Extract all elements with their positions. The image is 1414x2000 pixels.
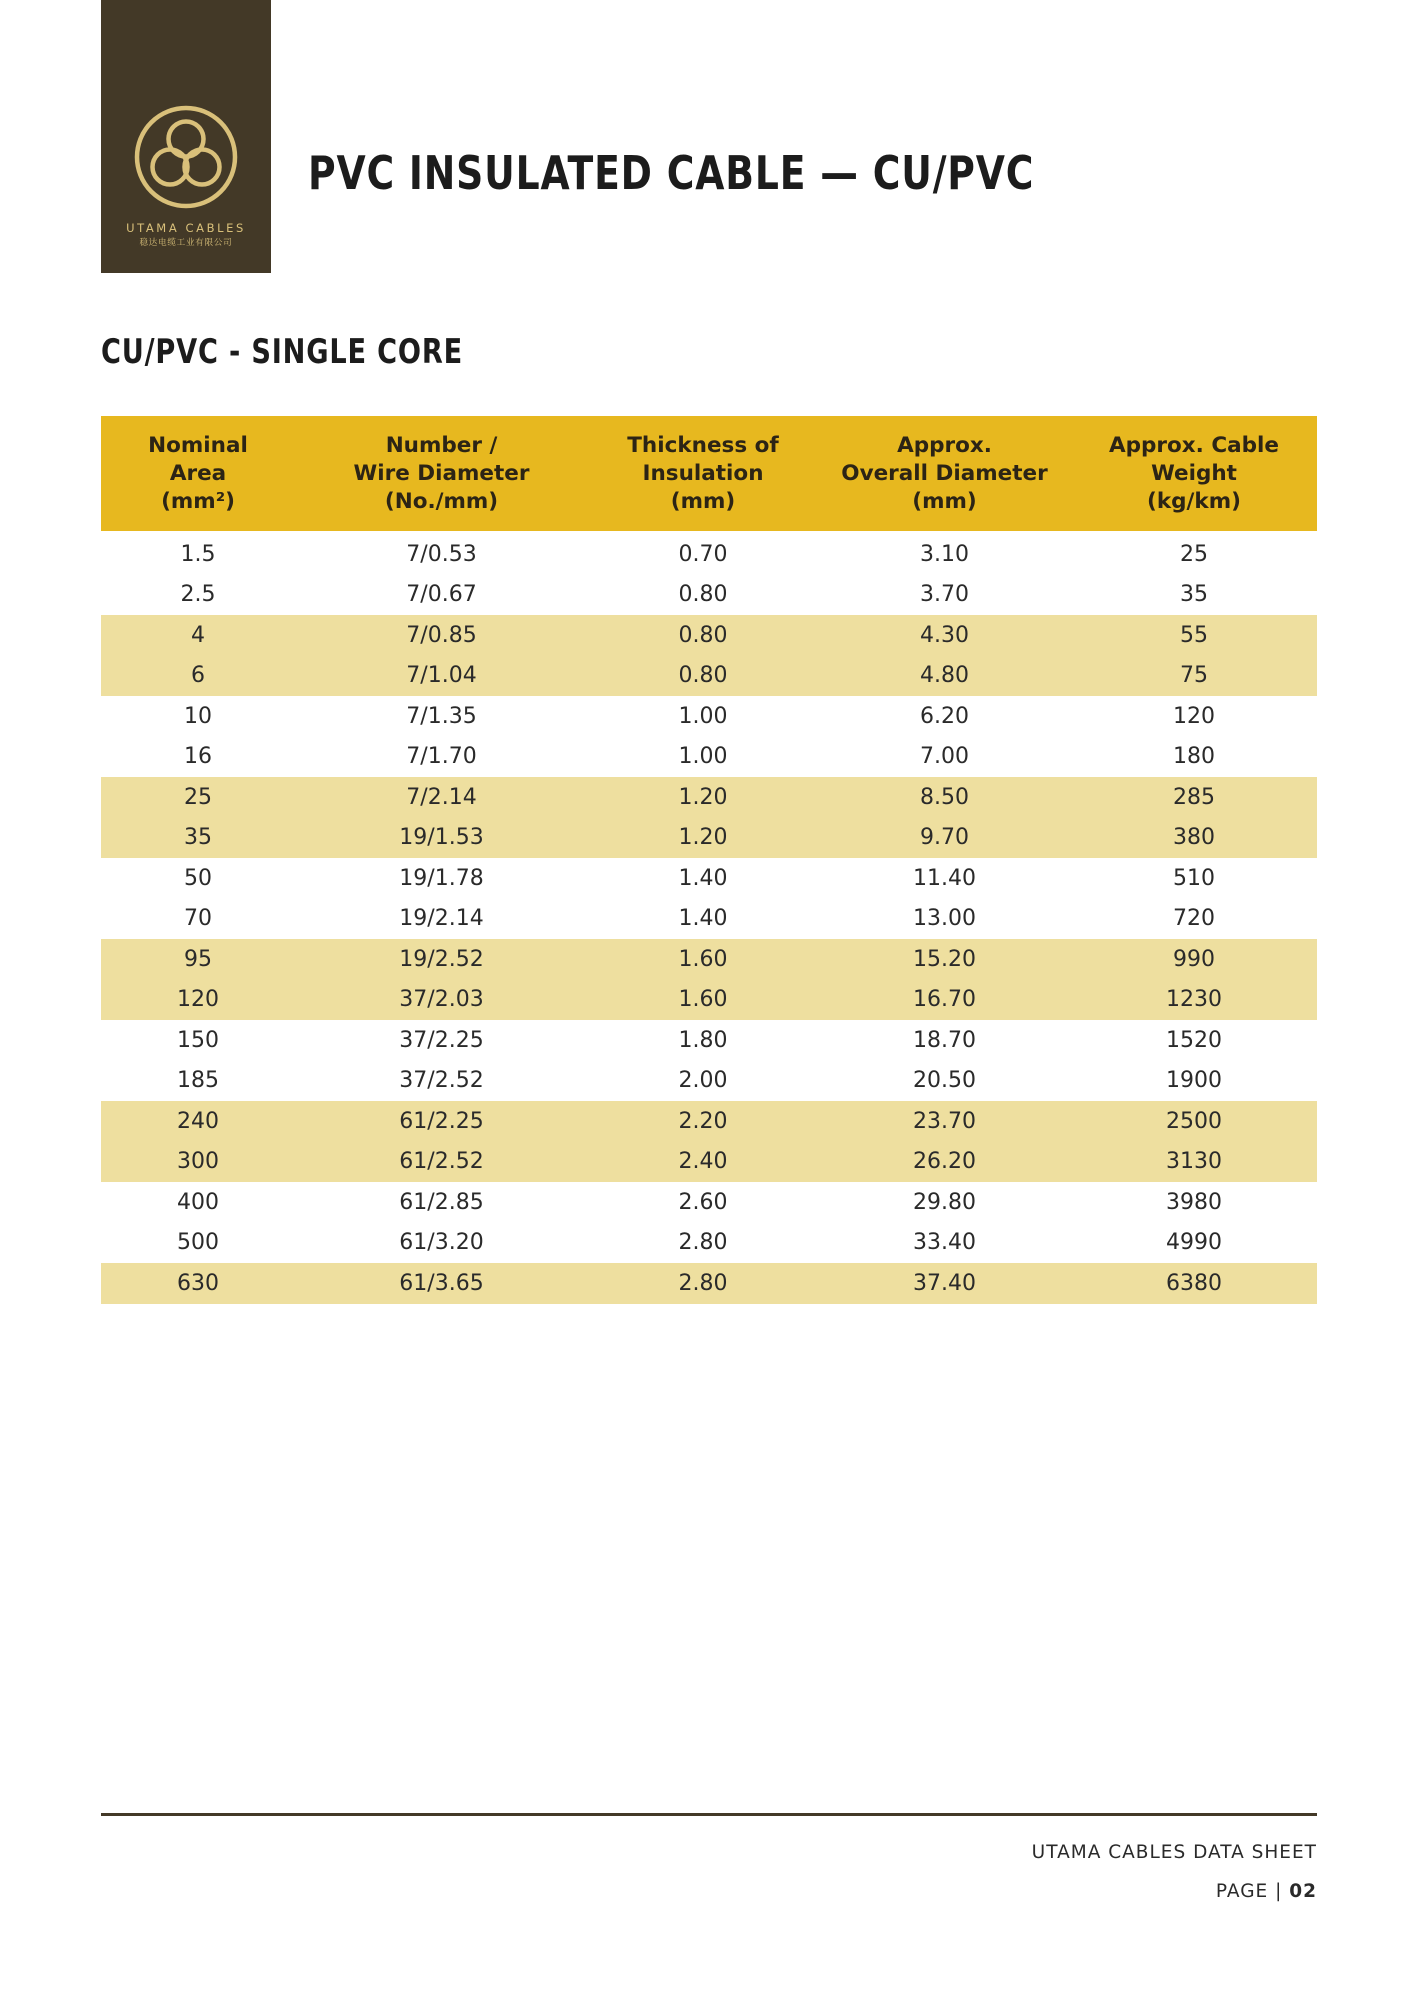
table-row (101, 1142, 1317, 1183)
table-cell: 19/2.14 (399, 906, 484, 932)
table-cell: 150 (177, 1027, 219, 1053)
brand-logo-block (101, 0, 271, 273)
column-header-line: Thickness of (627, 432, 779, 458)
table-cell: 2500 (1071, 1101, 1317, 1142)
table-cell: 0.80 (678, 582, 728, 608)
table-cell: 13.00 (913, 906, 976, 932)
table-cell: 29.80 (913, 1189, 976, 1215)
column-header-line: Insulation (642, 460, 764, 486)
table-cell: 285 (1071, 777, 1317, 818)
table-cell: 1.80 (678, 1027, 728, 1053)
table-cell: 120 (101, 980, 295, 1021)
column-header-line: Wire Diameter (353, 460, 530, 486)
table-cell: 33.40 (913, 1230, 976, 1256)
table-cell: 2.40 (588, 1142, 818, 1183)
table-row (101, 696, 1317, 737)
table-cell: 20.50 (913, 1068, 976, 1094)
table-cell: 4.30 (818, 615, 1071, 656)
table-cell: 2.00 (678, 1068, 728, 1094)
table-cell: 61/2.85 (399, 1189, 484, 1215)
table-cell: 7.00 (920, 744, 969, 770)
section-title: CU/PVC - SINGLE CORE (101, 332, 463, 372)
table-cell: 0.80 (588, 656, 818, 697)
footer-divider (101, 1813, 1317, 1816)
footer-doc-label: UTAMA CABLES DATA SHEET (1031, 1842, 1317, 1863)
column-header-line: (mm²) (161, 488, 235, 514)
column-header-line: Approx. (897, 432, 992, 458)
column-header-line: Weight (1151, 460, 1237, 486)
table-cell: 400 (177, 1189, 219, 1215)
table-cell: 50 (184, 865, 212, 891)
brand-name: UTAMA CABLES (126, 221, 246, 235)
table-row (101, 1182, 1317, 1223)
table-cell: 1.20 (588, 818, 818, 859)
table-cell: 1.60 (588, 939, 818, 980)
table-cell: 380 (1071, 818, 1317, 859)
table-cell: 37/2.52 (399, 1068, 484, 1094)
table-row (101, 818, 1317, 859)
page-number: 02 (1289, 1881, 1317, 1902)
table-row (101, 1020, 1317, 1061)
table-header (101, 416, 1317, 531)
table-cell: 185 (177, 1068, 219, 1094)
page-separator: | (1275, 1881, 1283, 1902)
column-header-line: Nominal (148, 432, 248, 458)
table-cell: 37.40 (818, 1263, 1071, 1304)
table-cell: 240 (101, 1101, 295, 1142)
table-row (101, 575, 1317, 616)
table-cell: 7/0.85 (295, 615, 588, 656)
table-cell: 1900 (1166, 1068, 1222, 1094)
table-body (101, 531, 1317, 1304)
table-row (101, 1061, 1317, 1102)
table-cell: 3130 (1071, 1142, 1317, 1183)
table-cell: 3.70 (920, 582, 969, 608)
brand-chinese-name: 稳达电缆工业有限公司 (139, 238, 233, 248)
table-cell: 6 (101, 656, 295, 697)
table-cell: 9.70 (818, 818, 1071, 859)
table-cell: 1.00 (678, 703, 728, 729)
table-cell: 2.80 (678, 1230, 728, 1256)
table-row (101, 1101, 1317, 1142)
table-cell: 25 (1180, 541, 1208, 567)
table-cell: 0.70 (678, 541, 728, 567)
column-header-line: (No./mm) (384, 488, 499, 514)
table-cell: 16 (184, 744, 212, 770)
table-cell: 16.70 (818, 980, 1071, 1021)
table-cell: 1.40 (678, 906, 728, 932)
table-cell: 7/0.53 (406, 541, 477, 567)
table-cell: 61/3.65 (295, 1263, 588, 1304)
table-cell: 1230 (1071, 980, 1317, 1021)
table-cell: 19/1.78 (399, 865, 484, 891)
table-cell: 2.20 (588, 1101, 818, 1142)
table-cell: 61/2.52 (295, 1142, 588, 1183)
table-cell: 1520 (1166, 1027, 1222, 1053)
column-header-line: (kg/km) (1147, 488, 1241, 514)
table-cell: 18.70 (913, 1027, 976, 1053)
table-row (101, 1263, 1317, 1304)
table-cell: 8.50 (818, 777, 1071, 818)
table-cell: 7/1.04 (295, 656, 588, 697)
table-row (101, 656, 1317, 697)
table-cell: 75 (1071, 656, 1317, 697)
table-cell: 510 (1173, 865, 1215, 891)
column-header-line: Approx. Cable (1109, 432, 1279, 458)
column-header-line: (mm) (670, 488, 736, 514)
three-core-cable-logo-icon (133, 104, 239, 210)
table-row (101, 531, 1317, 575)
footer-page-indicator (1216, 1881, 1317, 1902)
table-cell: 19/1.53 (295, 818, 588, 859)
column-header (588, 416, 818, 531)
table-cell: 720 (1173, 906, 1215, 932)
table-cell: 1.40 (678, 865, 728, 891)
table-cell: 1.60 (588, 980, 818, 1021)
header-row (101, 416, 1317, 531)
table-cell: 0.80 (588, 615, 818, 656)
table-cell: 2.80 (588, 1263, 818, 1304)
table-cell: 15.20 (818, 939, 1071, 980)
table-cell: 1.20 (588, 777, 818, 818)
page-title: PVC INSULATED CABLE — CU/PVC (308, 146, 1035, 200)
table-cell: 19/2.52 (295, 939, 588, 980)
table-cell: 11.40 (913, 865, 976, 891)
table-cell: 37/2.25 (399, 1027, 484, 1053)
table-cell: 630 (101, 1263, 295, 1304)
table-cell: 120 (1173, 703, 1215, 729)
table-cell: 4 (101, 615, 295, 656)
table-cell: 3.10 (920, 541, 969, 567)
table-cell: 7/1.35 (406, 703, 477, 729)
table-cell: 300 (101, 1142, 295, 1183)
table-cell: 35 (101, 818, 295, 859)
table-cell: 7/2.14 (295, 777, 588, 818)
table-cell: 1.5 (180, 541, 216, 567)
table-cell: 61/3.20 (399, 1230, 484, 1256)
table-row (101, 939, 1317, 980)
column-header (101, 416, 295, 531)
table-cell: 4.80 (818, 656, 1071, 697)
table-cell: 23.70 (818, 1101, 1071, 1142)
table-cell: 6380 (1071, 1263, 1317, 1304)
page-label: PAGE (1215, 1881, 1269, 1902)
table-cell: 180 (1173, 744, 1215, 770)
table-cell: 3980 (1166, 1189, 1222, 1215)
table-cell: 25 (101, 777, 295, 818)
table-row (101, 858, 1317, 899)
table-cell: 95 (101, 939, 295, 980)
column-header (1071, 416, 1317, 531)
table-cell: 37/2.03 (295, 980, 588, 1021)
column-header-line: Area (169, 460, 227, 486)
table-cell: 6.20 (920, 703, 969, 729)
column-header (818, 416, 1071, 531)
table-cell: 70 (184, 906, 212, 932)
table-cell: 7/1.70 (406, 744, 477, 770)
table-cell: 10 (184, 703, 212, 729)
cable-spec-table (101, 416, 1317, 1304)
table-cell: 55 (1071, 615, 1317, 656)
column-header-line: Overall Diameter (841, 460, 1048, 486)
table-cell: 500 (177, 1230, 219, 1256)
table-cell: 2.5 (180, 582, 216, 608)
table-cell: 35 (1180, 582, 1208, 608)
table-cell: 26.20 (818, 1142, 1071, 1183)
table-row (101, 777, 1317, 818)
column-header-line: Number / (385, 432, 498, 458)
table-cell: 990 (1071, 939, 1317, 980)
table-cell: 61/2.25 (295, 1101, 588, 1142)
table-cell: 4990 (1166, 1230, 1222, 1256)
table-row (101, 980, 1317, 1021)
column-header-line: (mm) (912, 488, 977, 514)
table-cell: 2.60 (678, 1189, 728, 1215)
table-row (101, 737, 1317, 778)
table-row (101, 615, 1317, 656)
table-row (101, 1223, 1317, 1264)
table-cell: 1.00 (678, 744, 728, 770)
table-cell: 7/0.67 (406, 582, 477, 608)
column-header (295, 416, 588, 531)
table-row (101, 899, 1317, 940)
